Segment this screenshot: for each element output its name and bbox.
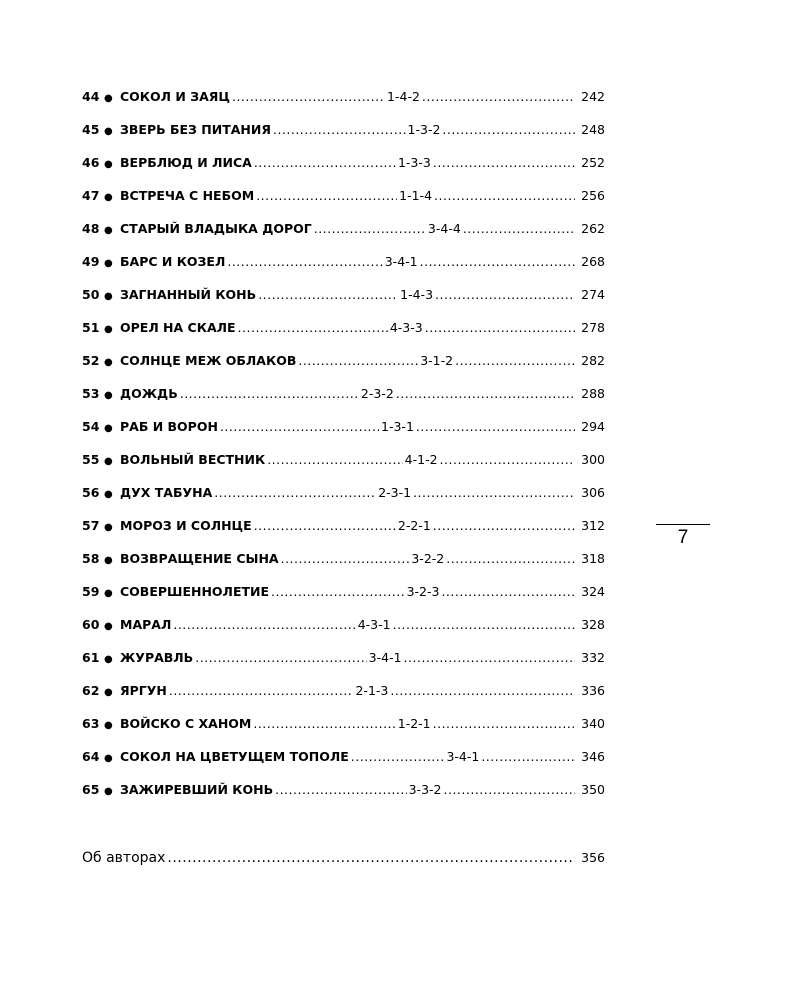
toc-entry-number: 52 [82,353,100,368]
dot-leader [180,385,359,403]
dot-leader [390,682,575,700]
toc-entry-number: 44 [82,89,100,104]
dot-leader [195,649,366,667]
dot-leader [169,682,354,700]
toc-entry[interactable] [82,385,605,418]
toc-entry-page: 356 [581,850,605,865]
dot-leader [463,220,575,238]
dot-leader [173,616,355,634]
toc-entry[interactable] [82,319,605,352]
dot-leader [425,319,575,337]
toc-entry-page: 274 [581,287,605,302]
toc-entry-page: 282 [581,353,605,368]
toc-entry-page: 324 [581,584,605,599]
toc-entry-page: 252 [581,155,605,170]
dot-leader [232,88,385,106]
toc-entry-number: 54 [82,419,100,434]
toc-entry-title: ЗАГНАННЫЙ КОНЬ [120,287,257,302]
toc-entry-code: 1-3-2 [407,122,441,137]
toc-entry-title: ЗВЕРЬ БЕЗ ПИТАНИЯ [120,122,271,137]
toc-entry-number: 48 [82,221,100,236]
toc-entry-title: ВСТРЕЧА С НЕБОМ [120,188,255,203]
toc-entry-number: 46 [82,155,100,170]
dot-leader [435,286,575,304]
dot-leader [413,484,575,502]
toc-entry-code: 1-2-1 [397,716,431,731]
toc-entry-code: 2-1-3 [355,683,389,698]
toc-entry-page: 242 [581,89,605,104]
toc-entry[interactable] [82,715,605,748]
toc-entry-page: 332 [581,650,605,665]
toc-entry-page: 278 [581,320,605,335]
toc-entry[interactable] [82,121,605,154]
toc-entry[interactable] [82,748,605,781]
bullet-icon: ● [104,93,113,104]
bullet-icon: ● [104,258,113,269]
page-number: 7 [677,527,689,548]
toc-entry-page: 318 [581,551,606,566]
toc-entry-title: СОЛНЦЕ МЕЖ ОБЛАКОВ [120,353,297,368]
toc-entry-code: 3-4-1 [384,254,418,269]
toc-entry-code: 4-1-2 [404,452,438,467]
toc-entry[interactable] [82,616,605,649]
toc-entry-code: 3-4-1 [368,650,402,665]
dot-leader [444,781,576,799]
toc-entry-number: 63 [82,716,100,731]
toc-entry-page: 294 [581,419,605,434]
dot-leader [238,319,388,337]
dot-leader [253,715,395,733]
toc-entry-code: 2-3-2 [360,386,394,401]
dot-leader [420,253,575,271]
toc-entry-title: БАРС И КОЗЕЛ [120,254,226,269]
toc-entry[interactable] [82,253,605,286]
toc-entry-code: 3-2-3 [406,584,440,599]
bullet-icon: ● [104,786,113,797]
bullet-icon: ● [104,687,113,698]
bullet-icon: ● [104,390,113,401]
dot-leader [254,517,396,535]
toc-entry-code: 1-4-3 [400,287,434,302]
toc-entry-page: 256 [581,188,605,203]
toc-entry[interactable] [82,682,605,715]
toc-entry[interactable] [82,88,605,121]
toc-entry-page: 336 [581,683,605,698]
toc-entry-number: 64 [82,749,100,764]
toc-entry-number: 53 [82,386,100,401]
toc-entry-title: ВОЛЬНЫЙ ВЕСТНИК [120,452,266,467]
dot-leader [256,187,397,205]
toc-entry-code: 3-4-4 [427,221,461,236]
toc-entry-number: 59 [82,584,100,599]
toc-entry-title: ДОЖДЬ [120,386,178,401]
dot-leader [275,781,407,799]
toc-entry-page: 312 [581,518,605,533]
dot-leader [442,121,575,139]
toc-entry-code: 1-4-2 [387,89,420,104]
dot-leader [214,484,376,502]
toc-entry-number: 60 [82,617,100,632]
toc-entry-page: 346 [581,749,605,764]
dot-leader [440,451,575,469]
dot-leader [220,418,379,436]
toc-entry-number: 47 [82,188,100,203]
toc-entry-title: ЗАЖИРЕВШИЙ КОНЬ [120,782,274,797]
dot-leader [441,583,575,601]
toc-entry-authors[interactable] [82,849,605,867]
dot-leader [433,154,575,172]
toc-entry-title: ЯРГУН [120,683,167,698]
toc-entry-title: МАРАЛ [120,617,172,632]
dot-leader [258,286,398,304]
bullet-icon: ● [104,720,113,731]
toc-entry-title: Об авторах [82,850,166,866]
bullet-icon: ● [104,654,113,665]
toc-entry-code: 4-3-1 [357,617,391,632]
dot-leader [422,88,575,106]
toc-entry[interactable] [82,220,605,253]
toc-entry-number: 62 [82,683,100,698]
bullet-icon: ● [104,753,113,764]
dot-leader [227,253,382,271]
dot-leader [393,616,575,634]
toc-entry-title: ДУХ ТАБУНА [120,485,213,500]
toc-entry-number: 45 [82,122,100,137]
toc-entry-title: ВОЗВРАЩЕНИЕ СЫНА [120,551,279,566]
toc-entry-title: СОКОЛ НА ЦВЕТУЩЕМ ТОПОЛЕ [120,749,349,764]
toc-entry-code: 3-4-1 [446,749,480,764]
bullet-icon: ● [104,192,113,203]
toc-entry[interactable] [82,352,605,385]
bullet-icon: ● [104,555,113,566]
bullet-icon: ● [104,126,113,137]
toc-entry[interactable] [82,187,605,220]
toc-entry-number: 57 [82,518,100,533]
toc-entry-code: 1-1-4 [399,188,433,203]
toc-entry-page: 328 [581,617,605,632]
toc-entry-title: ВЕРБЛЮД И ЛИСА [120,155,252,170]
bullet-icon: ● [104,489,113,500]
bullet-icon: ● [104,291,113,302]
toc-entry-number: 55 [82,452,100,467]
dot-leader [273,121,406,139]
toc-entry[interactable] [82,451,605,484]
toc-entry[interactable] [82,583,605,616]
bullet-icon: ● [104,324,113,335]
dot-leader [281,550,410,568]
dot-leader [433,517,575,535]
dot-leader [254,154,396,172]
dot-leader [481,748,575,766]
toc-entry[interactable] [82,781,605,814]
dot-leader [455,352,575,370]
toc-entry-code: 3-2-2 [411,551,445,566]
dot-leader [271,583,405,601]
dot-leader [396,385,575,403]
toc-entry-code: 4-3-3 [389,320,423,335]
dot-leader [167,849,575,867]
toc-entry[interactable] [82,154,605,187]
toc-entry-page: 350 [581,782,605,797]
toc-entry-number: 49 [82,254,100,269]
toc-entry-title: ВОЙСКО С ХАНОМ [120,716,252,731]
toc-entry-page: 300 [581,452,605,467]
bullet-icon: ● [104,225,113,236]
toc-entry-page: 288 [581,386,605,401]
folio-rule [656,524,710,525]
bullet-icon: ● [104,456,113,467]
bullet-icon: ● [104,357,113,368]
bullet-icon: ● [104,159,113,170]
toc-entry-code: 2-2-1 [397,518,431,533]
toc-entry-code: 3-3-2 [408,782,442,797]
toc-entry-title: СТАРЫЙ ВЛАДЫКА ДОРОГ [120,221,312,236]
toc-entry-code: 1-3-1 [381,419,414,434]
bullet-icon: ● [104,588,113,599]
dot-leader [434,187,575,205]
dot-leader [267,451,402,469]
dot-leader [298,352,418,370]
toc-entry-code: 3-1-2 [420,353,454,368]
toc-entry-number: 58 [82,551,100,566]
toc-entry-page: 248 [581,122,605,137]
bullet-icon: ● [104,522,113,533]
toc-entry-page: 268 [581,254,605,269]
dot-leader [446,550,575,568]
dot-leader [351,748,445,766]
toc-entry[interactable] [82,517,605,550]
toc-entry-title: СОКОЛ И ЗАЯЦ [120,89,230,104]
table-of-contents [82,88,605,814]
toc-entry-number: 65 [82,782,100,797]
toc-entry[interactable] [82,418,605,451]
toc-entry-code: 1-3-3 [397,155,431,170]
toc-entry-title: ОРЕЛ НА СКАЛЕ [120,320,236,335]
toc-entry-title: РАБ И ВОРОН [120,419,218,434]
toc-entry[interactable] [82,649,605,682]
dot-leader [416,418,575,436]
toc-entry-number: 56 [82,485,100,500]
toc-entry-number: 61 [82,650,100,665]
toc-entry-code: 2-3-1 [378,485,412,500]
toc-entry-title: ЖУРАВЛЬ [120,650,194,665]
dot-leader [314,220,426,238]
toc-entry-title: МОРОЗ И СОЛНЦЕ [120,518,252,533]
dot-leader [433,715,575,733]
toc-entry-page: 262 [581,221,605,236]
bullet-icon: ● [104,621,113,632]
toc-entry-page: 340 [581,716,605,731]
toc-entry-page: 306 [581,485,605,500]
toc-entry[interactable] [82,286,605,319]
toc-entry-title: СОВЕРШЕННОЛЕТИЕ [120,584,270,599]
toc-entry-number: 50 [82,287,100,302]
dot-leader [404,649,575,667]
toc-entry[interactable] [82,550,605,583]
toc-entry[interactable] [82,484,605,517]
toc-entry-number: 51 [82,320,100,335]
bullet-icon: ● [104,423,113,434]
